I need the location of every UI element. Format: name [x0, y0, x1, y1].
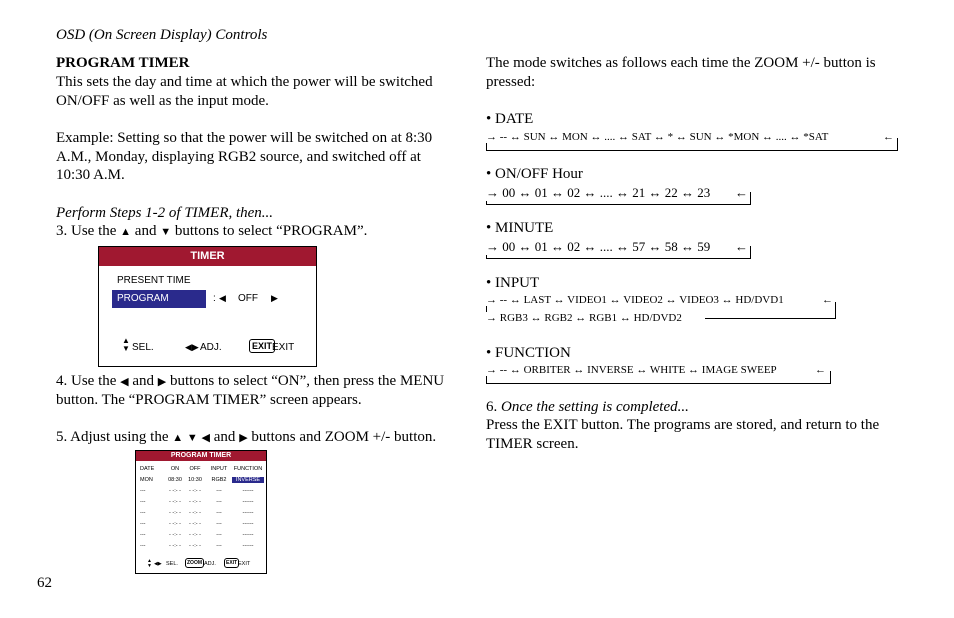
table-cell[interactable]: ---: [140, 499, 146, 505]
sel-label: SEL.: [166, 561, 178, 567]
onoff-sequence: → 00 ↔ 01 ↔ 02 ↔ .... ↔ 21 ↔ 22 ↔ 23: [486, 185, 711, 200]
table-column-header: OFF: [189, 466, 201, 472]
down-arrow-icon: ▼: [186, 432, 198, 444]
input-right-connector: [835, 302, 836, 319]
step-4-line-2: button. The “PROGRAM TIMER” screen appears.: [56, 392, 362, 408]
table-cell[interactable]: ------: [242, 521, 254, 527]
program-colon: :: [213, 293, 216, 304]
table-cell[interactable]: - -:- -: [189, 510, 201, 516]
table-cell[interactable]: MON: [140, 477, 153, 483]
left-arrow-icon: ◀: [120, 376, 129, 388]
date-return-arrow-icon: ←: [883, 131, 894, 143]
right-arrow-icon: ▶: [239, 432, 248, 444]
down-arrow-icon: ▼: [160, 226, 172, 238]
table-cell[interactable]: ---: [216, 532, 222, 538]
table-cell[interactable]: ---: [216, 488, 222, 494]
program-label: PROGRAM: [117, 293, 169, 304]
input-bottom-connector: [705, 318, 836, 319]
zoom-key-icon: ZOOM: [187, 560, 202, 566]
table-column-header: FUNCTION: [233, 466, 263, 472]
program-timer-title: PROGRAM TIMER: [136, 451, 266, 461]
example-line-2: A.M., Monday, displaying RGB2 source, and switched off at: [56, 149, 421, 165]
table-cell[interactable]: ---: [140, 532, 146, 538]
table-cell[interactable]: ---: [216, 510, 222, 516]
up-arrow-icon: ▲: [172, 432, 184, 444]
timer-osd: [98, 246, 317, 367]
table-cell[interactable]: - -:- -: [189, 488, 201, 494]
intro-line-1: This sets the day and time at which the power will be switched: [56, 74, 433, 90]
step-4: [56, 372, 444, 392]
onoff-return-arrow-icon: ←: [735, 185, 748, 200]
section-title: PROGRAM TIMER: [56, 55, 190, 71]
table-cell[interactable]: - -:- -: [189, 499, 201, 505]
date-sequence: → -- ↔ SUN ↔ MON ↔ .... ↔ SAT ↔ * ↔ SUN ↔ *MON ↔ .... ↔ *SAT: [486, 131, 829, 143]
left-right-arrow-icon: ◀▶: [154, 561, 162, 567]
exit-key-icon: EXIT: [249, 339, 275, 353]
exit-label: EXIT: [238, 561, 251, 567]
step-5-suffix: buttons and ZOOM +/- button.: [247, 429, 437, 445]
right-arrow-icon[interactable]: ▶: [271, 293, 278, 303]
function-sequence: → -- ↔ ORBITER ↔ INVERSE ↔ WHITE ↔ IMAGE SWEEP: [486, 364, 777, 376]
step-6-italic: Once the setting is completed...: [501, 399, 689, 415]
table-cell[interactable]: ------: [242, 499, 254, 505]
function-return-arrow-icon: ←: [815, 364, 826, 376]
adj-label: ADJ.: [204, 561, 216, 567]
table-cell[interactable]: ---: [140, 543, 146, 549]
step-3-suffix: buttons to select “PROGRAM”.: [171, 223, 368, 239]
table-cell[interactable]: - -:- -: [169, 488, 181, 494]
step-4-prefix: 4. Use the: [56, 373, 121, 389]
table-cell[interactable]: ------: [242, 510, 254, 516]
step-3: [56, 222, 367, 242]
up-down-arrows-icon: ▲ ▼: [147, 558, 152, 569]
input-sequence-2: → RGB3 ↔ RGB2 ↔ RGB1 ↔ HD/DVD2: [486, 312, 682, 324]
right-arrow-icon: ▶: [157, 376, 167, 388]
example-line-1: Example: Setting so that the power will be switched on at 8:30: [56, 130, 433, 146]
step-6: [486, 398, 689, 417]
left-right-arrows-icon: ◀▶: [185, 342, 199, 352]
table-cell[interactable]: - -:- -: [169, 510, 181, 516]
table-cell[interactable]: ---: [216, 521, 222, 527]
step-6-line-2: TIMER screen.: [486, 436, 579, 452]
table-cell[interactable]: INVERSE: [232, 477, 264, 483]
step-5: [56, 428, 436, 448]
exit-key-icon: EXIT: [226, 560, 238, 566]
step-5-and: and: [210, 429, 240, 445]
table-cell[interactable]: ------: [242, 532, 254, 538]
page-header: OSD (On Screen Display) Controls: [56, 27, 268, 43]
table-cell[interactable]: ------: [242, 488, 254, 494]
table-cell[interactable]: - -:- -: [169, 532, 181, 538]
table-cell[interactable]: ---: [140, 488, 146, 494]
table-column-header: INPUT: [210, 466, 228, 472]
minute-label: • MINUTE: [486, 220, 554, 236]
minute-return-arrow-icon: ←: [735, 239, 748, 254]
mode-line-2: pressed:: [486, 74, 536, 90]
table-cell[interactable]: ---: [216, 499, 222, 505]
mode-line-1: The mode switches as follows each time the ZOOM +/- button is: [486, 55, 876, 71]
table-cell[interactable]: - -:- -: [169, 499, 181, 505]
left-arrow-icon: ◀: [201, 432, 211, 444]
table-cell[interactable]: RGB2: [211, 477, 227, 483]
table-cell[interactable]: ------: [242, 543, 254, 549]
step-6-line-1: Press the EXIT button. The programs are stored, and return to the: [486, 417, 880, 433]
exit-label: EXIT: [272, 342, 295, 353]
timer-osd-title: TIMER: [99, 247, 316, 266]
step-6-number: 6.: [486, 399, 501, 415]
input-label: • INPUT: [486, 275, 540, 291]
step-4-suffix: buttons to select “ON”, then press the MENU: [166, 373, 445, 389]
table-cell[interactable]: 10:30: [188, 477, 202, 483]
step-3-prefix: 3. Use the: [56, 223, 121, 239]
program-item-highlight[interactable]: [112, 290, 206, 308]
program-value: OFF: [238, 293, 258, 304]
table-cell[interactable]: - -:- -: [169, 543, 181, 549]
table-cell[interactable]: ---: [140, 521, 146, 527]
intro-line-2: ON/OFF as well as the input mode.: [56, 93, 269, 109]
up-arrow-icon: ▲: [120, 226, 132, 238]
minute-sequence: → 00 ↔ 01 ↔ 02 ↔ .... ↔ 57 ↔ 58 ↔ 59: [486, 239, 711, 254]
program-timer-osd: [135, 450, 267, 574]
page-number: 62: [37, 575, 52, 591]
step-3-and: and: [131, 223, 161, 239]
date-label: • DATE: [486, 111, 534, 127]
present-time-label: PRESENT TIME: [117, 275, 191, 286]
perform-steps: Perform Steps 1-2 of TIMER, then...: [56, 205, 274, 221]
adj-label: ADJ.: [200, 342, 222, 353]
table-column-header: DATE: [140, 466, 155, 472]
left-arrow-icon[interactable]: ◀: [219, 293, 226, 303]
function-label: • FUNCTION: [486, 345, 571, 361]
example-line-3: 10:30 A.M.: [56, 167, 125, 183]
input-return-arrow-icon: ←: [822, 294, 833, 306]
up-down-arrows-icon: ▲ ▼: [122, 336, 130, 353]
table-cell[interactable]: ---: [216, 543, 222, 549]
table-cell[interactable]: ---: [140, 510, 146, 516]
table-column-header: ON: [170, 466, 180, 472]
input-sequence-1: → -- ↔ LAST ↔ VIDEO1 ↔ VIDEO2 ↔ VIDEO3 ↔ HD/DVD1: [486, 294, 784, 306]
step-4-and: and: [128, 373, 158, 389]
table-cell[interactable]: - -:- -: [189, 543, 201, 549]
step-5-prefix: 5. Adjust using the: [56, 429, 173, 445]
table-cell[interactable]: - -:- -: [169, 521, 181, 527]
table-cell[interactable]: 08:30: [168, 477, 182, 483]
sel-label: SEL.: [132, 342, 154, 353]
table-cell[interactable]: - -:- -: [189, 532, 201, 538]
table-cell[interactable]: - -:- -: [189, 521, 201, 527]
onoff-label: • ON/OFF Hour: [486, 166, 583, 182]
